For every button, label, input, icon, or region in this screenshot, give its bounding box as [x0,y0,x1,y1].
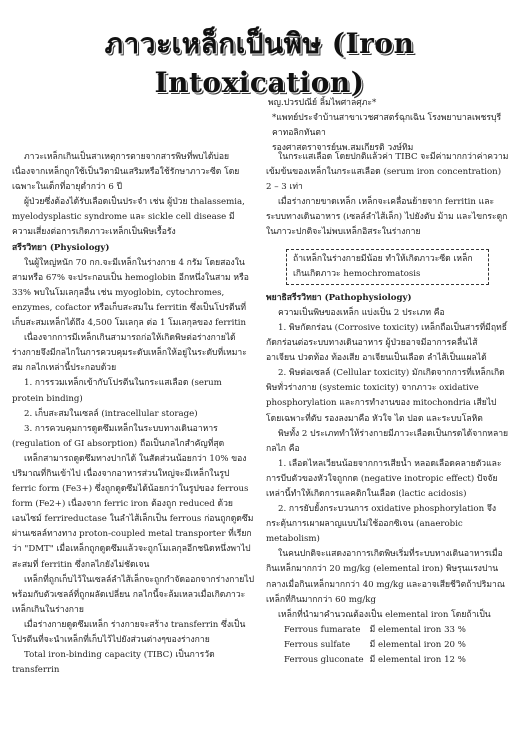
table-row [284,653,472,668]
section-heading: สรีรวิทยา (Physiology) [12,242,110,253]
author-block [268,96,513,156]
table-row [284,623,472,638]
iron-compound-name: Ferrous sulfate [284,639,351,650]
right-column-top [266,150,509,241]
paragraph: พิษทั้ง 2 ประเภททำให้ร่างกายมีภาวะเลือดเป็นกรดได้จากหลายกลไก คือ [266,428,509,454]
paragraph: เนื่องจากการมีเหล็กเกินสามารถก่อให้เกิดพิษต่อร่างกายได้ ร่างกายจึงมีกลไกในการควบคุมระดับเหล็กให้อยู่ในระดับที่เหมาะสม กลไกเหล่านี้ประกอบด้วย [12,333,247,374]
paragraph: เหล็กสามารถดูดซึมทางปากได้ ในสัดส่วนน้อยกว่า 10% ของปริมาณที่กินเข้าไป เนื่องจากอาหารส่วนใหญ่จะมีเหล็กในรูป ferric form (Fe3+) ซึ่งถูกดูดซึมได้น้อยกว่าในรูปของ ferrous form (Fe2+) เนื่องจาก ferric iron ต้องถูก reduced ด้วยเอนไซม์ ferrireductase ในลำไส้เล็กเป็น ferrous ก่อนถูกดูดซึมผ่านเซลล์ทางทาง proton-coupled metal transporter ที่เรียกว่า "DMT" เมื่อเหล็กถูกดูดซึมแล้วจะถูกโมเลกุลอีกชนิดหนึ่งพาไปสะสมที่ ferritin ซึ่งกลไกยังไม่ชัดเจน [12,453,254,570]
table-row [284,638,472,653]
paragraph: ผู้ป่วยซึ่งต้องได้รับเลือดเป็นประจำ เช่น ผู้ป่วย thalassemia, myelodysplastic syndrome และ sickle cell disease มีความเสี่ยงต่อการเกิดภาวะเหล็กเป็นพิษเรื้อรัง [12,197,245,238]
paragraph: ในกระแสเลือด โดยปกติแล้วค่า TIBC จะมีค่ามากกว่าค่าความเข้มข้นของเหล็กในกระแสเลือด (serum iron concentration) 2 – 3 เท่า [266,152,509,193]
page-title: ภาวะเหล็กเป็นพิษ (Iron Intoxication) [104,27,415,99]
section-heading: พยาธิสรีรวิทยา (Pathophysiology) [266,292,412,303]
right-column [266,150,509,668]
paragraph: เหล็กที่ถูกเก็บไว้ในเซลล์ลำไส้เล็กจะถูกกำจัดออกจากร่างกายไปพร้อมกับตัวเซลล์ที่ถูกผลัดเปลี่ยน กลไกนี้จะล้มเหลวเมื่อเกิดภาวะเหล็กเกินในร่างกาย [12,574,255,615]
paragraph: ในคนปกติจะแสดงอาการเกิดพิษเริ่มที่ระบบทางเดินอาหารเมื่อกินเหล็กมากกว่า 20 mg/kg (elemental iron) พิษรุนแรงปานกลางเมื่อกินเหล็กมากกว่า 40 mg/kg และอาจเสียชีวิตถ้าปริมาณเหล็กที่กินมากกว่า 60 mg/kg [266,549,505,605]
note-box-text: ถ้าเหล็กในร่างกายมีน้อย ทำให้เกิดภาวะซีด เหล็กเกินเกิดภาวะ hemochromatosis [293,253,473,279]
author-name: พญ.ปวรปณีย์ ลิ้มไพศาลศุภะ* [268,98,377,108]
iron-compound-value: มี elemental iron 12 % [369,655,466,665]
paragraph: เหล็กที่นำมาคำนวณต้องเป็น elemental iron โดยถ้าเป็น [278,609,491,620]
iron-compound-value: มี elemental iron 20 % [369,639,466,650]
right-column-bottom [266,291,509,623]
left-column [12,150,255,678]
paragraph: 2. เก็บสะสมในเซลล์ (intracellular storage) [24,408,198,419]
paragraph: 1. พิษกัดกร่อน (Corrosive toxicity) เหล็กถือเป็นสารที่มีฤทธิ์กัดกร่อนต่อระบบทางเดินอาหาร ผู้ป่วยอาจมีอาการคลื่นไส้ อาเจียน ปวดท้อง ท้องเสีย อาเจียนเป็นเลือด ลำไส้เป็นแผลได้ [266,322,507,364]
paragraph: ในผู้ใหญ่หนัก 70 กก.จะมีเหล็กในร่างกาย 4 กรัม โดยสองในสามหรือ 67% จะประกอบเป็น hemoglobin อีกหนึ่งในสาม หรือ 33% พบในโมเลกุลอื่น เช่น myoglobin, cytochromes, enzymes, cofactor หรือเก็บสะสมใน ferritin ซึ่งเป็นโปรตีนที่เก็บสะสมเหล็กได้ถึง 4,500 โมเลกุล ต่อ 1 โมเลกุลของ ferritin [12,257,249,329]
paragraph: 1. เลือดไหลเวียนน้อยจากการเสียน้ำ หลอดเลือดคลายตัวและการบีบตัวของหัวใจถูกกด (negative inotropic effect) ปัจจัยเหล่านี้ทำให้เกิดการแลคติกในเลือด (lactic acidosis) [266,458,502,499]
paragraph: 2. พิษต่อเซลล์ (Cellular toxicity) มักเกิดจากการที่เหล็กเกิดพิษทั่วร่างกาย (systemic toxicity) จากภาวะ oxidative phosphorylation และการทำงานของ mitochondria เสียไป โดยเฉพาะที่ตับ รองลงมาคือ หัวใจ ไต ปอด และระบบโลหิต [266,368,505,424]
paragraph: ภาวะเหล็กเกินเป็นสาเหตุการตายจากสารพิษที่พบได้บ่อยเนื่องจากเหล็กถูกใช้เป็นวิตามินเสริมหรือใช้รักษาภาวะซีด โดยเฉพาะในเด็กที่อายุต่ำกว่า 6 ปี [12,152,240,193]
iron-compound-value: มี elemental iron 33 % [369,624,466,635]
iron-compound-name: Ferrous gluconate [284,655,364,665]
paragraph: Total iron-binding capacity (TIBC) เป็นการวัด transferrin [12,650,215,676]
paragraph: 1. การรวมเหล็กเข้ากับโปรตีนในกระแสเลือด (serum protein binding) [12,378,222,404]
iron-compound-name: Ferrous fumarate [284,624,361,635]
paragraph: เมื่อร่างกายดูดซึมเหล็ก ร่างกายจะสร้าง transferrin ซึ่งเป็นโปรตีนที่จะนำเหล็กที่เก็บไว้ไปยังส่วนต่างๆของร่างกาย [12,619,246,645]
paragraph: 3. การควบคุมการดูดซึมเหล็กในระบบทางเดินอาหาร (regulation of GI absorption) ถือเป็นกลไกสำคัญที่สุด [12,423,225,449]
paragraph: ความเป็นพิษของเหล็ก แบ่งเป็น 2 ประเภท คือ [278,307,445,318]
author-affiliation: *แพทย์ประจำบ้านสาขาเวชศาสตร์ฉุกเฉิน โรงพยาบาลเพชรบุรีคาทอลิกทันตา [272,113,502,138]
paragraph: 2. การยับยั้งกระบวนการ oxidative phosphorylation จึงกระตุ้นการเผาผลาญแบบไม่ใช้ออกซิเจน (anaerobic metabolism) [266,504,497,545]
iron-table [284,623,472,668]
note-box [286,249,489,285]
coauthor-name: รองศาสตราจารย์นพ.สมเกียรติ วงษ์ทิม [272,143,414,153]
paragraph: เมื่อร่างกายขาดเหล็ก เหล็กจะเคลื่อนย้ายจาก ferritin และระบบทางเดินอาหาร (เซลล์ลำไส้เล็ก) ไปยังตับ ม้าม และไขกระดูก ในภาวะปกติจะไม่พบเหล็กอิสระในร่างกาย [266,197,508,238]
